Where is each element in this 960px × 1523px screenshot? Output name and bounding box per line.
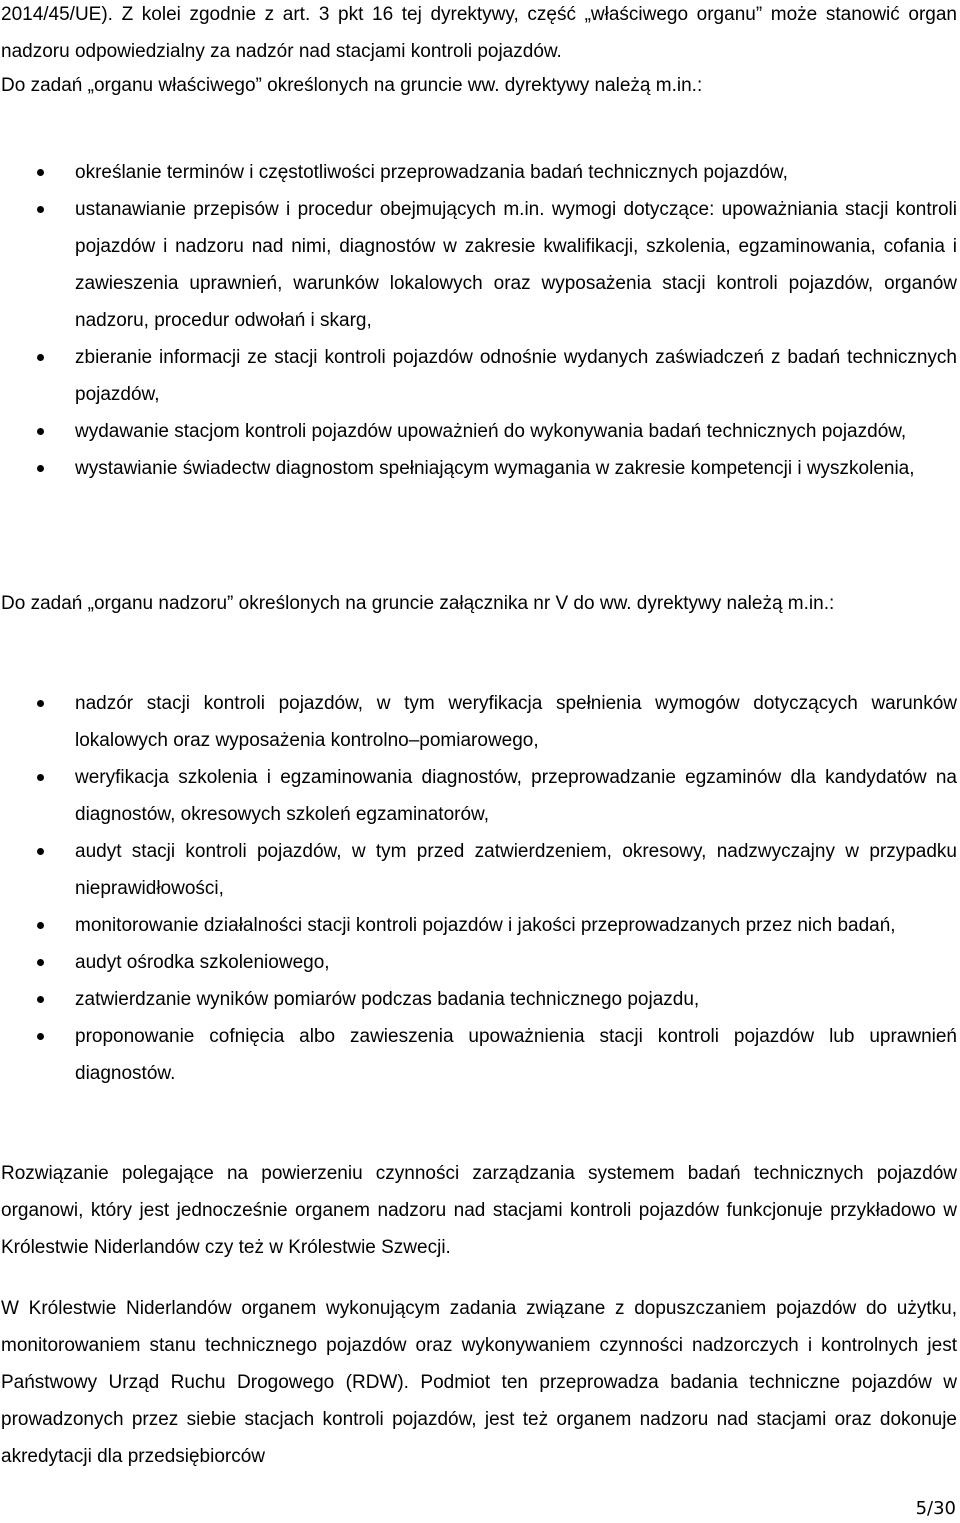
list-item: weryfikacja szkolenia i egzaminowania diagnostów, przeprowadzanie egzaminów dla kandydatów na diagnostów, okresowych szkoleń egzaminatorów, (0, 759, 957, 833)
competent-authority-task-list (0, 154, 957, 487)
list-item: wydawanie stacjom kontroli pojazdów upoważnień do wykonywania badań technicznych pojazdów, (0, 413, 957, 450)
bullet-icon (37, 959, 44, 966)
paragraph-solution-examples: Rozwiązanie polegające na powierzeniu czynności zarządzania systemem badań technicznych pojazdów organowi, który jest jednocześnie organem nadzoru nad stacjami kontroli pojazdów funkcjonuje przykładowo w Królestwie Niderlandów czy też w Królestwie Szwecji. (1, 1163, 957, 1258)
paragraph-netherlands-rdw: W Królestwie Niderlandów organem wykonującym zadania związane z dopuszczaniem pojazdów do użytku, monitorowaniem stanu technicznego pojazdów oraz wykonywaniem czynności nadzorczych i kontrolnych jest Państwowy Urząd Ruchu Drogowego (RDW). Podmiot ten przeprowadza badania techniczne pojazdów w prowadzonych przez siebie stacjach kontroli pojazdów, jest też organem nadzoru nad stacjami oraz dokonuje akredytacji dla przedsiębiorców (1, 1298, 957, 1467)
bullet-icon (37, 922, 44, 929)
list-item: wystawianie świadectw diagnostom spełniającym wymagania w zakresie kompetencji i wyszkolenia, (0, 450, 957, 487)
bullet-icon (37, 354, 44, 361)
list-item: proponowanie cofnięcia albo zawieszenia upoważnienia stacji kontroli pojazdów lub uprawnień diagnostów. (0, 1018, 957, 1092)
bullet-icon (37, 848, 44, 855)
bullet-icon (37, 206, 44, 213)
page-number: 5/30 (915, 1498, 956, 1519)
list-item: nadzór stacji kontroli pojazdów, w tym weryfikacja spełnienia wymogów dotyczących warunków lokalowych oraz wyposażenia kontrolno–pomiarowego, (0, 685, 957, 759)
bullet-icon (37, 169, 44, 176)
list-item: określanie terminów i częstotliwości przeprowadzania badań technicznych pojazdów, (0, 154, 957, 191)
list-item: audyt ośrodka szkoleniowego, (0, 944, 957, 981)
bullet-icon (37, 700, 44, 707)
list-item: zbieranie informacji ze stacji kontroli pojazdów odnośnie wydanych zaświadczeń z badań technicznych pojazdów, (0, 339, 957, 413)
bullet-icon (37, 996, 44, 1003)
bullet-icon (37, 428, 44, 435)
list-item: monitorowanie działalności stacji kontroli pojazdów i jakości przeprowadzanych przez nich badań, (0, 907, 957, 944)
paragraph-supervisory-body-intro: Do zadań „organu nadzoru” określonych na gruncie załącznika nr V do ww. dyrektywy należą m.in.: (1, 593, 835, 614)
bullet-icon (37, 465, 44, 472)
bullet-icon (37, 1033, 44, 1040)
list-item: zatwierdzanie wyników pomiarów podczas badania technicznego pojazdu, (0, 981, 957, 1018)
list-item: audyt stacji kontroli pojazdów, w tym przed zatwierdzeniem, okresowy, nadzwyczajny w przypadku nieprawidłowości, (0, 833, 957, 907)
bullet-icon (37, 774, 44, 781)
supervisory-body-task-list (0, 685, 957, 1092)
list-item: ustanawianie przepisów i procedur obejmujących m.in. wymogi dotyczące: upoważniania stacji kontroli pojazdów i nadzoru nad nimi, diagnostów w zakresie kwalifikacji, szkolenia, egzaminowania, cofania i zawieszenia uprawnień, warunków lokalowych oraz wyposażenia stacji kontroli pojazdów, organów nadzoru, procedur odwołań i skarg, (0, 191, 957, 339)
paragraph-directive-art3: 2014/45/UE). Z kolei zgodnie z art. 3 pkt 16 tej dyrektywy, część „właściwego organu” może stanowić organ nadzoru odpowiedzialny za nadzór nad stacjami kontroli pojazdów. (1, 4, 957, 62)
paragraph-competent-authority-intro: Do zadań „organu właściwego” określonych na gruncie ww. dyrektywy należą m.in.: (1, 75, 703, 96)
